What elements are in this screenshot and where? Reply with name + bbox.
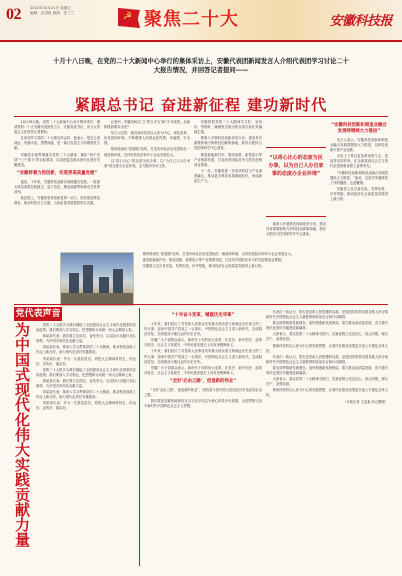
paragraph: 我们要更加紧密地团结在以习近平同志为核心的党中央周围，全面贯彻习近平新时代中国特色社会主义思想。: [144, 399, 262, 409]
subheading: “安徽将着力抓创新，实现更高质量发展”: [16, 170, 98, 176]
paragraph: 推进新能源汽车、集成电路、新型显示等产业集群发展，打造具有国际竞争力的先进制造业集群。: [194, 152, 262, 167]
paragraph: 安徽将立足自身实际，发挥优势，补齐短板，推动经济社会高质量发展再上新台阶。: [142, 264, 265, 269]
paragraph: 十年来，我们经历了对党和人民事业具有重大现实意义和深远历史意义的三件大事：迎来中国共产党成立一百周年，中国特色社会主义进入新时代，完成脱贫攻坚、全面建成小康社会的历史任务。: [144, 322, 262, 337]
paragraph: 党的二十大报告为我们描绘了全面建设社会主义现代化国家的宏伟蓝图。我们要深入学习领会，把思想和行动统一到大会精神上来。: [36, 323, 136, 333]
topic-banner: [118, 4, 268, 34]
meta-line: 编辑：宣讲组 版面：张兰兰: [30, 10, 75, 15]
paragraph: 推进新能源汽车、集成电路、新型显示等产业集群发展，打造具有国际竞争力的先进制造业集群。: [142, 258, 285, 263]
paragraph: 他说，十年来，安徽科技创新实现跨越式发展，一批重大科技成果在皖诞生，量子信息、聚变能源等领域走在世界前列。: [14, 179, 100, 195]
article-headline: 紧跟总书记 奋进新征程 建功新时代: [74, 96, 328, 114]
article-column-4: [330, 120, 388, 250]
paragraph: 安徽广大干部群众表示，新时代十年的伟大变革，在党史、新中国史、改革开放史、社会主义发展史、中华民族发展史上具有里程碑意义。: [144, 338, 262, 348]
paragraph: 在谈到学习党的二十大报告体会时，他表示，报告立意高远、内涵丰富、思想深邃，是一篇马克思主义的纲领性文献。: [14, 136, 100, 151]
paragraph: 10月18日晚，党的二十大新闻中心举行集体采访，邀请党的二十大安徽代表团发言人、安徽省委书记、省人大常委会主任回答记者提问。: [14, 120, 100, 135]
kicker-line: 大报告情况，并回答记者提问——: [153, 67, 249, 74]
paragraph: 记者问：安徽如何以“立”的方式为“新”字号改革，从新阶段新要求出发？: [104, 120, 190, 130]
lower-right-column: [266, 310, 388, 566]
building-shape: [83, 265, 93, 295]
paragraph: 下一步，安徽将进一步加快科技与产业深度融合，推动更多科技成果就地转化，形成新质生产力。: [194, 168, 262, 184]
paragraph: 安徽将把党的二十大精神学习好、宣传好、贯彻好，确保报告提出的各项目标任务落地生根。: [194, 120, 262, 135]
masthead: [0, 0, 402, 42]
subheading: “安徽科技创新和制造业融合发展将继续大力推进”: [331, 123, 387, 134]
subheading: “走好‘必由之路’，创造新的伟业”: [169, 378, 237, 384]
paragraph: 要始终坚持以人民为中心的发展思想，让现代化建设成果更多更公平惠及全体人民。: [266, 388, 388, 398]
paragraph: 要持续深化“放管服”改革，打造市场化法治化国际化一流营商环境，支持民营经济和中小企业发展壮大。: [142, 252, 295, 256]
pull-quote: “以将心比心的态度为民办事，以为自己人办自家事的态度办企业环境”: [266, 147, 326, 217]
paragraph: 要始终坚持以人民为中心的发展思想，让现代化建设成果更多更公平惠及全体人民。: [266, 343, 388, 353]
paragraph: 要深入开展科技创新攻坚行动，建设具有重要影响力的科技创新策源地，抓好合肥综合性国家科学中心建设。: [194, 136, 262, 151]
building-shape: [69, 273, 79, 295]
column-divider: [139, 308, 140, 566]
paragraph: 发言人表示，安徽科技创新和制造业融合发展将继续大力推进，以科技创新引领产业创新。: [330, 138, 388, 153]
lower-mid-column: [144, 310, 262, 566]
paragraph: 新征程上，安徽将坚持创新是第一动力，加快建设科技强省，推动科技自立自强，为高质量发展提供坚实支撑。: [14, 196, 100, 206]
kicker-line: 十月十八日晚，在党的二十大新闻中心举行的集体采访上，安徽代表团新闻发言人介绍代表团学习讨论二十: [53, 58, 349, 65]
paragraph: 刘某某代表：要深入学习贯彻党的二十大精神，推动科技创新工作迈上新台阶，助力现代化美好安徽建设。: [36, 345, 136, 355]
issue-meta: [30, 6, 74, 15]
article-column-3b: [266, 222, 326, 250]
paragraph: 黄某某代表：我们要立足岗位，奋发有为，以实际行动践行初心使命，为中国式现代化贡献力量。: [36, 334, 136, 344]
paragraph: “安徽科技创新和制造业融合发展将继续大力推进。”他说，这是对安徽科技工作的激励，也是鞭策。: [330, 170, 388, 185]
topic-title: 聚焦二十大: [144, 9, 239, 30]
paragraph: 李某某代表：作为一名基层党员，将把大会精神带回去，传达好、宣传好、落实好。: [36, 401, 136, 411]
building-shape: [113, 269, 123, 295]
article-column-2: [104, 120, 190, 250]
paragraph: 代表们一致认为，报告是党和人民智慧的结晶，是党团结带领全国各族人民夺取新时代中国特色社会主义新胜利的政治宣言和行动纲领。: [266, 310, 388, 320]
paragraph: “走好‘必由之路’，创造新的伟业”，团结奋斗是中国人民创造历史伟业的必由之路。: [144, 387, 262, 398]
vertical-headline: 为中国式现代化伟大实践贡献力量: [13, 322, 31, 547]
news-photo: [60, 252, 134, 306]
paragraph: 要深入开展科技创新攻坚行动，建设具有重要影响力的科技创新策源地，抓好合肥综合性国家科学中心建设。: [266, 222, 326, 237]
hammer-sickle-icon: ☭: [123, 11, 132, 22]
paragraph: 要全面贯彻新发展理念，加快构建新发展格局，着力推动高质量发展，奋力谱写现代化美好安徽建设新篇章。: [266, 365, 388, 376]
meta-line: 2022年10月21日 星期五: [30, 6, 71, 10]
headline-rule: [14, 116, 388, 117]
paragraph: 十年来，我们经历了对党和人民事业具有重大现实意义和深远历史意义的三件大事：迎来中国共产党成立一百周年，中国特色社会主义进入新时代，完成脱贫攻坚、全面建成小康社会的历史任务。: [144, 349, 262, 364]
paragraph: 安徽将全面贯彻落实党的二十大精神，紧扣“两个坚持”“三个着力”的目标要求，以奋进姿态推动现代化美好安徽建设。: [14, 152, 100, 167]
paragraph: 党的二十大报告为我们描绘了全面建设社会主义现代化国家的宏伟蓝图。我们要深入学习领会，把思想和行动统一到大会精神上来。: [36, 367, 136, 377]
paragraph: 全省上下将以更加昂扬的斗志、更加务实的作风，在全面建设社会主义现代化国家新征程上奋勇争先。: [330, 154, 388, 169]
paragraph: 以“将心比心”的态度为民办事，以“为自己人办自家事”的态度办企业环境，全力服务市场主体。: [104, 158, 190, 168]
article-column-mid: [136, 252, 388, 302]
section-tag: 党代表声音: [15, 309, 61, 319]
byline: （本报记者 王某某 综合整理）: [343, 399, 388, 404]
article-column-3: [194, 120, 262, 250]
subheading: “十年奋斗变革，铺就历史华章”: [171, 313, 235, 318]
paragraph: 李某某代表：作为一名基层党员，将把大会精神带回去，传达好、宣传好、落实好。: [36, 356, 136, 366]
newspaper-logo[interactable]: 安徽科技报: [329, 14, 392, 29]
paragraph: 黄某某代表：我们要立足岗位，奋发有为，以实际行动践行初心使命，为中国式现代化贡献力量。: [36, 378, 136, 389]
paragraph: 要全面贯彻新发展理念，加快构建新发展格局，着力推动高质量发展，奋力谱写现代化美好安徽建设新篇章。: [266, 321, 388, 331]
page-number: 02: [6, 6, 21, 23]
article-kicker: [18, 57, 384, 75]
paragraph: 发言人回答：我们始终坚持以人民为中心，深化改革，优化营商环境，不断增强人民群众获得感、幸福感、安全感。: [104, 131, 190, 146]
paragraph: 安徽广大干部群众表示，新时代十年的伟大变革，在党史、新中国史、改革开放史、社会主义发展史、中华民族发展史上具有里程碑意义。: [144, 365, 262, 375]
paragraph: 刘某某代表：要深入学习贯彻党的二十大精神，推动科技创新工作迈上新台阶，助力现代化美好安徽建设。: [36, 390, 136, 400]
paragraph: 大家表示，将以党的二十大精神为指引，在新征程上坚定信心、同心同德，埋头苦干、奋勇前进。: [266, 332, 388, 342]
lower-left-column: [36, 323, 136, 563]
paragraph: 大家表示，将以党的二十大精神为指引，在新征程上坚定信心、同心同德，埋头苦干、奋勇前进。: [266, 377, 388, 387]
paragraph: 安徽将立足自身实际，发挥优势，补齐短板，推动经济社会高质量发展再上新台阶。: [330, 186, 388, 202]
paragraph: 代表们一致认为，报告是党和人民智慧的结晶，是党团结带领全国各族人民夺取新时代中国特色社会主义新胜利的政治宣言和行动纲领。: [266, 354, 388, 364]
section-divider: [14, 304, 388, 305]
paragraph: 要持续深化“放管服”改革，打造市场化法治化国际化一流营商环境，支持民营经济和中小企业发展壮大。: [104, 147, 190, 157]
